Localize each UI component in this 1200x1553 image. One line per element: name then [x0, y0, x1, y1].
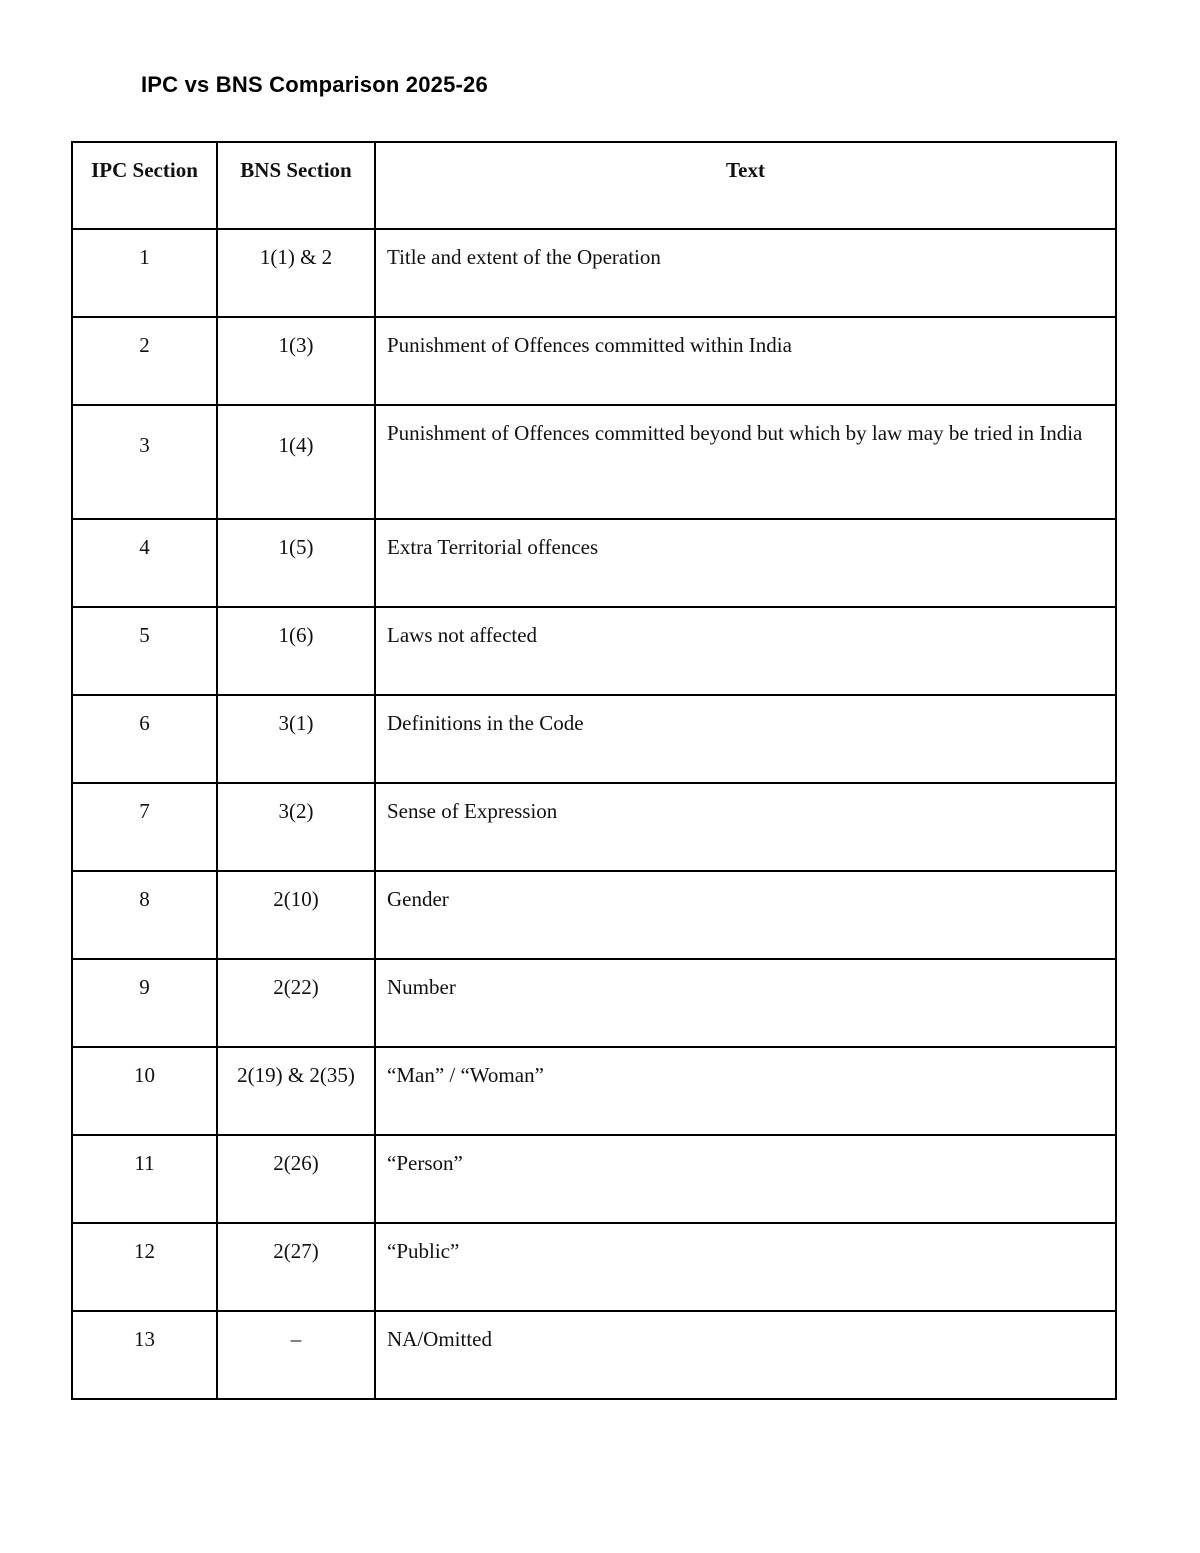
- text-cell: Extra Territorial offences: [375, 519, 1116, 607]
- bns-section-cell: 2(22): [217, 959, 375, 1047]
- ipc-section-cell: 1: [72, 229, 217, 317]
- ipc-section-cell: 4: [72, 519, 217, 607]
- text-cell: Title and extent of the Operation: [375, 229, 1116, 317]
- bns-section-cell: 1(6): [217, 607, 375, 695]
- column-header-ipc-section: IPC Section: [72, 142, 217, 229]
- text-cell: Laws not affected: [375, 607, 1116, 695]
- table-row: [72, 317, 1116, 405]
- ipc-section-cell: 10: [72, 1047, 217, 1135]
- ipc-section-cell: 2: [72, 317, 217, 405]
- ipc-section-cell: 5: [72, 607, 217, 695]
- ipc-section-cell: 13: [72, 1311, 217, 1399]
- text-cell: Number: [375, 959, 1116, 1047]
- text-cell: “Person”: [375, 1135, 1116, 1223]
- text-cell: “Public”: [375, 1223, 1116, 1311]
- column-header-text: Text: [375, 142, 1116, 229]
- table-row: [72, 1223, 1116, 1311]
- table-row: [72, 783, 1116, 871]
- text-cell: Punishment of Offences committed within India: [375, 317, 1116, 405]
- table-row: [72, 1135, 1116, 1223]
- table-row: [72, 1311, 1116, 1399]
- ipc-section-cell: 6: [72, 695, 217, 783]
- text-cell: Definitions in the Code: [375, 695, 1116, 783]
- table-row: [72, 871, 1116, 959]
- bns-section-cell: –: [217, 1311, 375, 1399]
- text-cell: Punishment of Offences committed beyond but which by law may be tried in India: [375, 405, 1116, 519]
- bns-section-cell: 2(26): [217, 1135, 375, 1223]
- text-cell: NA/Omitted: [375, 1311, 1116, 1399]
- table-row: [72, 695, 1116, 783]
- table-header-row: [72, 142, 1116, 229]
- bns-section-cell: 1(5): [217, 519, 375, 607]
- bns-section-cell: 3(2): [217, 783, 375, 871]
- ipc-section-cell: 7: [72, 783, 217, 871]
- page-title: IPC vs BNS Comparison 2025-26: [141, 72, 488, 97]
- table-row: [72, 519, 1116, 607]
- table-row: [72, 959, 1116, 1047]
- ipc-section-cell: 11: [72, 1135, 217, 1223]
- table-row: [72, 1047, 1116, 1135]
- bns-section-cell: 1(3): [217, 317, 375, 405]
- bns-section-cell: 1(1) & 2: [217, 229, 375, 317]
- ipc-section-cell: 12: [72, 1223, 217, 1311]
- bns-section-cell: 2(27): [217, 1223, 375, 1311]
- bns-section-cell: 1(4): [217, 405, 375, 519]
- text-cell: Gender: [375, 871, 1116, 959]
- table-row: [72, 229, 1116, 317]
- column-header-bns-section: BNS Section: [217, 142, 375, 229]
- text-cell: “Man” / “Woman”: [375, 1047, 1116, 1135]
- bns-section-cell: 2(19) & 2(35): [217, 1047, 375, 1135]
- ipc-section-cell: 9: [72, 959, 217, 1047]
- bns-section-cell: 3(1): [217, 695, 375, 783]
- table-row: [72, 607, 1116, 695]
- ipc-section-cell: 3: [72, 405, 217, 519]
- text-cell: Sense of Expression: [375, 783, 1116, 871]
- bns-section-cell: 2(10): [217, 871, 375, 959]
- comparison-table: [71, 141, 1117, 1400]
- table-row: [72, 405, 1116, 519]
- ipc-section-cell: 8: [72, 871, 217, 959]
